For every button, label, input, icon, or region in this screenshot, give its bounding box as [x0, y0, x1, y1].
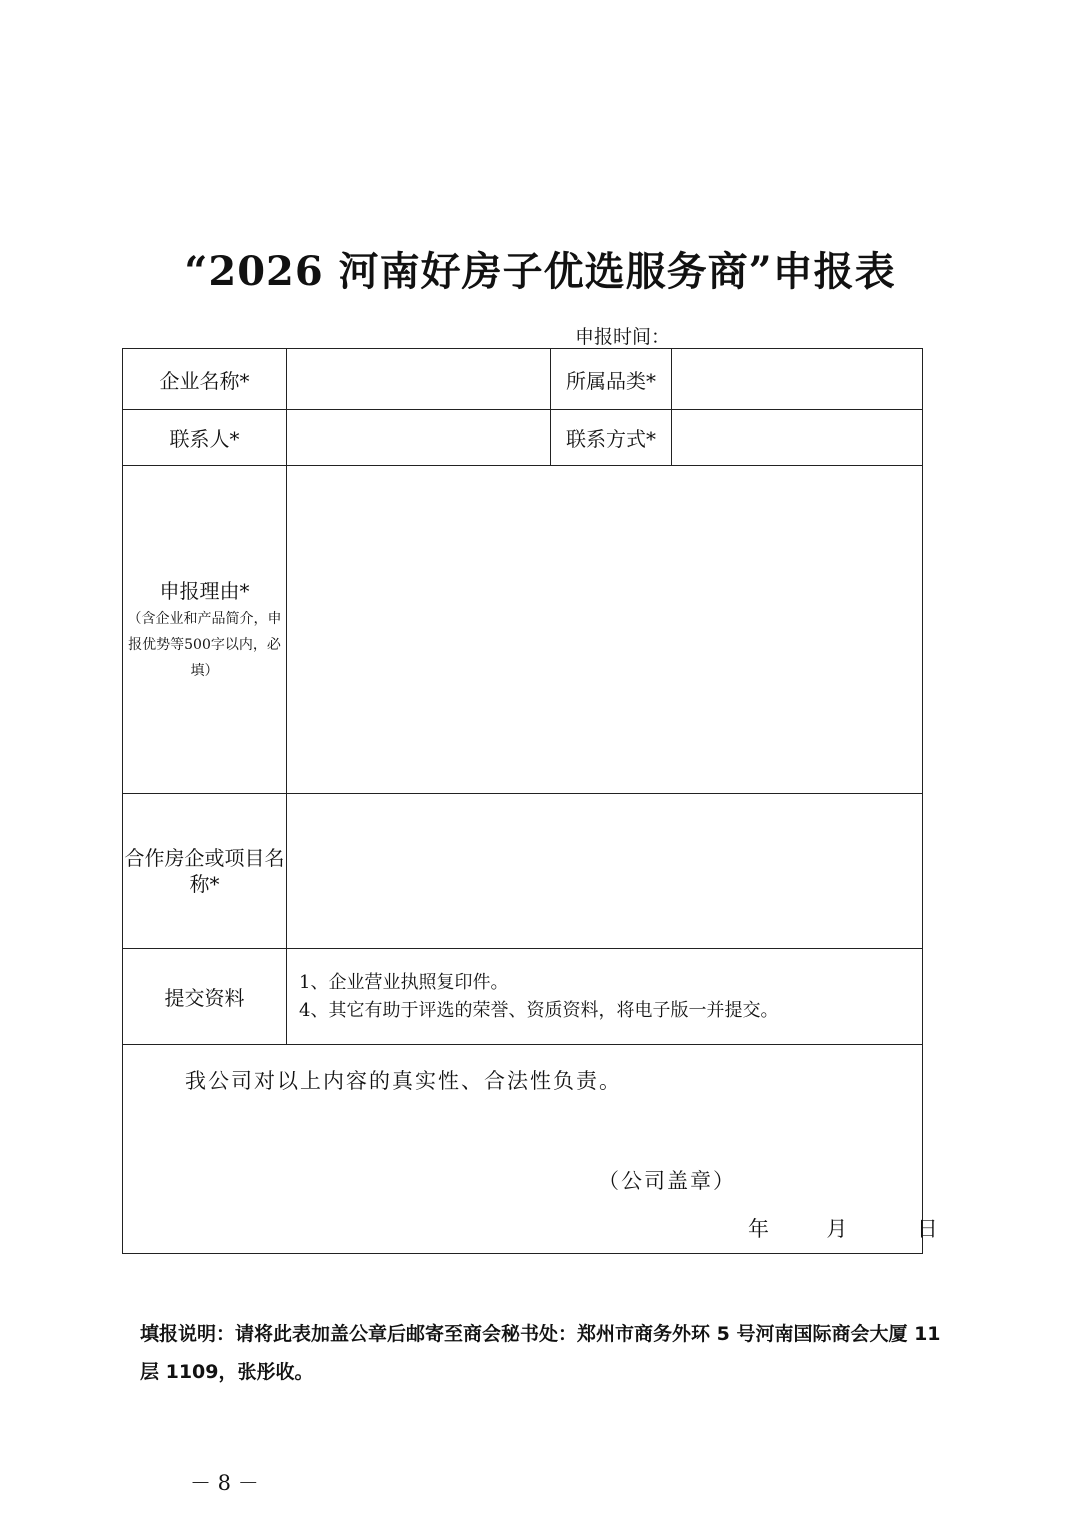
page-title: “2026 河南好房子优选服务商”申报表: [184, 248, 896, 295]
partner-field[interactable]: [287, 794, 923, 949]
declaration-text: 我公司对以上内容的真实性、合法性负责。: [185, 1069, 622, 1093]
company-name-label: 企业名称*: [123, 349, 287, 410]
contact-field[interactable]: [287, 410, 551, 466]
contact-label: 联系人*: [123, 410, 287, 466]
declaration-cell: [123, 1045, 938, 1254]
seal-label: （公司盖章）: [598, 1169, 736, 1193]
date-label: 申报时间：: [575, 326, 671, 348]
reason-label: 申报理由*: [159, 578, 250, 603]
category-field[interactable]: [672, 349, 923, 410]
materials-label: 提交资料: [123, 949, 287, 1045]
filling-instructions: 填报说明：请将此表加盖公章后邮寄至商会秘书处：郑州市商务外环 5 号河南国际商会大厦 11 层 1109，张彤收。: [140, 1323, 941, 1383]
year-label: 年: [748, 1217, 769, 1241]
contact-method-field[interactable]: [672, 410, 923, 466]
day-label: 日: [916, 1217, 938, 1241]
materials-list: [287, 949, 923, 1045]
reason-field[interactable]: [287, 466, 923, 794]
page-number: － 8 －: [190, 1471, 259, 1495]
category-label: 所属品类*: [551, 349, 672, 410]
partner-label: 合作房企或项目名称*: [123, 794, 287, 949]
contact-method-label: 联系方式*: [551, 410, 672, 466]
reason-label-cell: [123, 466, 287, 794]
application-form: [122, 348, 938, 1254]
materials-item: 1、企业营业执照复印件。: [299, 971, 509, 993]
date-line: [748, 1213, 938, 1243]
reason-note: （含企业和产品简介，申报优势等500字以内，必填）: [127, 610, 282, 679]
month-label: 月: [826, 1217, 848, 1241]
materials-item: 4、其它有助于评选的荣誉、资质资料，将电子版一并提交。: [299, 999, 779, 1021]
company-name-field[interactable]: [287, 349, 551, 410]
